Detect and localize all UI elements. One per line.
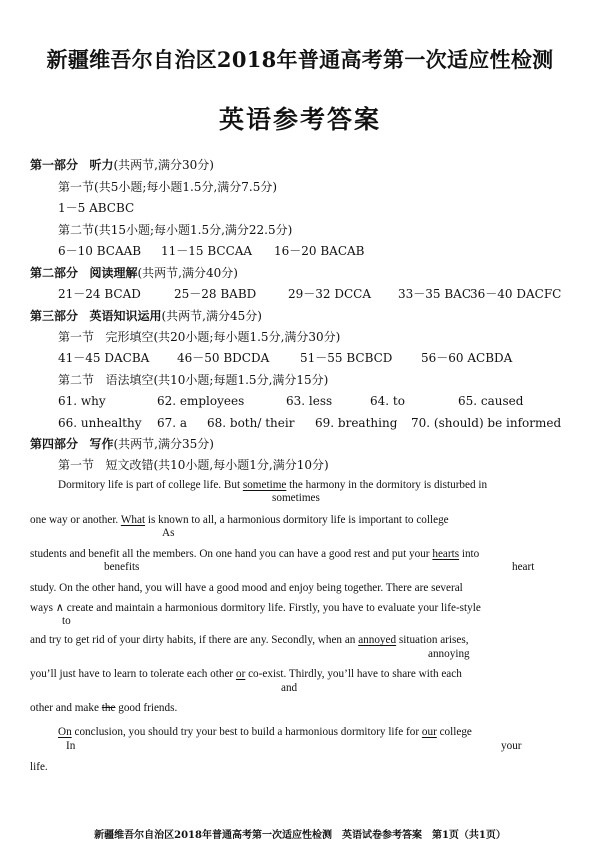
answer-group: 36－40 DACFC <box>470 287 562 301</box>
part3-sec2-answers-row1 <box>0 393 600 409</box>
document-subtitle: 英语参考答案 <box>218 105 381 134</box>
part3-sec1-row <box>58 329 340 345</box>
part3-sec1-name: 完形填空 <box>105 330 154 344</box>
part1-sec2-note: (共15小题;每小题1.5分,满分22.5分) <box>94 223 293 237</box>
deleted-word-8: the <box>101 702 116 714</box>
part4-heading: 第四部分 <box>30 437 79 451</box>
part3-heading-row <box>30 308 262 324</box>
error-word-3: hearts <box>432 548 460 560</box>
essay-text: into <box>459 548 480 560</box>
part4-sec1-note: (共10小题,每小题1分,满分10分) <box>153 458 329 472</box>
part1-heading-row <box>30 157 214 173</box>
answer-group: 16－20 BACAB <box>274 244 365 258</box>
part1-sec2-row <box>58 222 292 238</box>
insert-caret: ∧ <box>55 602 64 614</box>
essay-line-10: life. <box>30 761 48 773</box>
document-title: 新疆维吾尔自治区2018年普通高考第一次适应性检测 <box>46 47 554 72</box>
part3-name: 英语知识运用 <box>89 309 162 323</box>
answer-group: 25－28 BABD <box>174 287 257 301</box>
correction-2: As <box>162 527 175 539</box>
part3-sec2-row <box>58 372 328 388</box>
page-footer: 新疆维吾尔自治区2018年普通高考第一次适应性检测 英语试卷参考答案 第1页（共1页） <box>94 830 506 841</box>
correction-6: annoying <box>428 648 470 660</box>
part3-note: (共两节,满分45分) <box>161 309 262 323</box>
correction-3a: benefits <box>104 561 140 573</box>
part2-note: (共两节,满分40分) <box>137 266 238 280</box>
answer-group: 6－10 BCAAB <box>58 244 142 258</box>
part3-heading: 第三部分 <box>30 309 79 323</box>
essay-line-1 <box>58 478 487 493</box>
part4-note: (共两节,满分35分) <box>113 437 214 451</box>
part4-sec1-name: 短文改错 <box>105 458 154 472</box>
essay-text: co-exist. Thirdly, you’ll have to share with each <box>245 668 462 680</box>
correction-3b: heart <box>512 561 535 573</box>
part2-name: 阅读理解 <box>89 266 138 280</box>
error-word-1: sometime <box>242 479 287 491</box>
answer-item: 66. unhealthy <box>58 416 142 430</box>
answer-group: 11－15 BCCAA <box>161 244 253 258</box>
essay-text: create and maintain a harmonious dormitory life. Firstly, you have to evaluate your life-style <box>64 602 481 614</box>
part1-sec1-note: (共5小题;每小题1.5分,满分7.5分) <box>94 180 278 194</box>
essay-text: other and make <box>30 702 102 714</box>
correction-7: and <box>281 682 298 694</box>
part2-answers <box>0 286 600 302</box>
answer-group: 51－55 BCBCD <box>300 351 393 365</box>
part3-sec2-note: (共10小题;每题1.5分,满分15分) <box>153 373 329 387</box>
answer-item: 67. a <box>157 416 188 430</box>
answer-item: 69. breathing <box>315 416 398 430</box>
part1-sec2-answers <box>0 243 600 259</box>
part4-name: 写作 <box>89 437 114 451</box>
part2-heading: 第二部分 <box>30 266 79 280</box>
essay-line-7 <box>30 667 462 682</box>
correction-5: to <box>62 615 71 627</box>
error-word-9a: On <box>58 726 72 738</box>
essay-line-9 <box>58 725 472 740</box>
correction-9b: your <box>501 740 522 752</box>
part1-heading: 第一部分 <box>30 158 79 172</box>
answer-item: 64. to <box>370 394 405 408</box>
essay-text: conclusion, you should try your best to build a harmonious dormitory life for <box>71 726 422 738</box>
answer-item: 65. caused <box>458 394 524 408</box>
part3-sec1-label: 第一节 <box>58 330 95 344</box>
answer-item: 70. (should) be informed <box>411 416 562 430</box>
essay-text: you’ll just have to learn to tolerate each other <box>30 668 236 680</box>
part1-sec1-answers: 1－5 ABCBC <box>58 201 135 215</box>
essay-text: one way or another. <box>30 514 121 526</box>
essay-text: the harmony in the dormitory is disturbed in <box>286 479 488 491</box>
correction-9a: In <box>66 740 76 752</box>
essay-text: college <box>436 726 472 738</box>
part4-sec1-label: 第一节 <box>58 458 95 472</box>
essay-text: good friends. <box>115 702 178 714</box>
error-word-6: annoyed <box>358 634 397 646</box>
part4-heading-row <box>30 436 214 452</box>
part3-sec2-name: 语法填空 <box>105 373 154 387</box>
answer-item: 68. both/ their <box>207 416 295 430</box>
essay-text: Dormitory life is part of college life. But <box>58 479 243 491</box>
part2-heading-row <box>30 265 238 281</box>
essay-text: and try to get rid of your dirty habits, if there are any. Secondly, when an <box>30 634 359 646</box>
part1-sec2-label: 第二节 <box>58 223 95 237</box>
part1-note: (共两节,满分30分) <box>113 158 214 172</box>
answer-group: 46－50 BDCDA <box>177 351 270 365</box>
essay-line-3 <box>30 547 479 562</box>
answer-group: 56－60 ACBDA <box>421 351 513 365</box>
essay-text: is known to all, a harmonious dormitory life is important to college <box>145 514 449 526</box>
essay-line-4: study. On the other hand, you will have a good mood and enjoy being together. There are several <box>30 582 463 594</box>
error-word-2: What <box>120 514 146 526</box>
answer-item: 63. less <box>286 394 333 408</box>
essay-line-2 <box>30 513 449 528</box>
part1-sec1-label: 第一节 <box>58 180 95 194</box>
correction-1: sometimes <box>272 492 320 504</box>
part3-sec1-note: (共20小题;每小题1.5分,满分30分) <box>153 330 341 344</box>
essay-line-8 <box>30 701 177 716</box>
answer-item: 61. why <box>58 394 106 408</box>
error-word-9b: our <box>421 726 437 738</box>
answer-group: 33－35 BAC <box>398 287 472 301</box>
part1-sec1-row <box>58 179 277 195</box>
essay-line-6 <box>30 633 469 648</box>
essay-line-5 <box>30 601 481 616</box>
essay-text: students and benefit all the members. On one hand you can have a good rest and put your <box>30 548 433 560</box>
error-word-7: or <box>235 668 246 680</box>
part3-sec1-answers <box>0 350 600 366</box>
part1-name: 听力 <box>89 158 114 172</box>
answer-group: 41－45 DACBA <box>58 351 150 365</box>
answer-group: 21－24 BCAD <box>58 287 141 301</box>
essay-text: ways <box>30 602 56 614</box>
part3-sec2-answers-row2 <box>0 415 600 431</box>
essay-text: situation arises, <box>396 634 469 646</box>
answer-group: 29－32 DCCA <box>288 287 372 301</box>
part4-sec1-row <box>58 457 329 473</box>
part3-sec2-label: 第二节 <box>58 373 95 387</box>
answer-item: 62. employees <box>157 394 245 408</box>
